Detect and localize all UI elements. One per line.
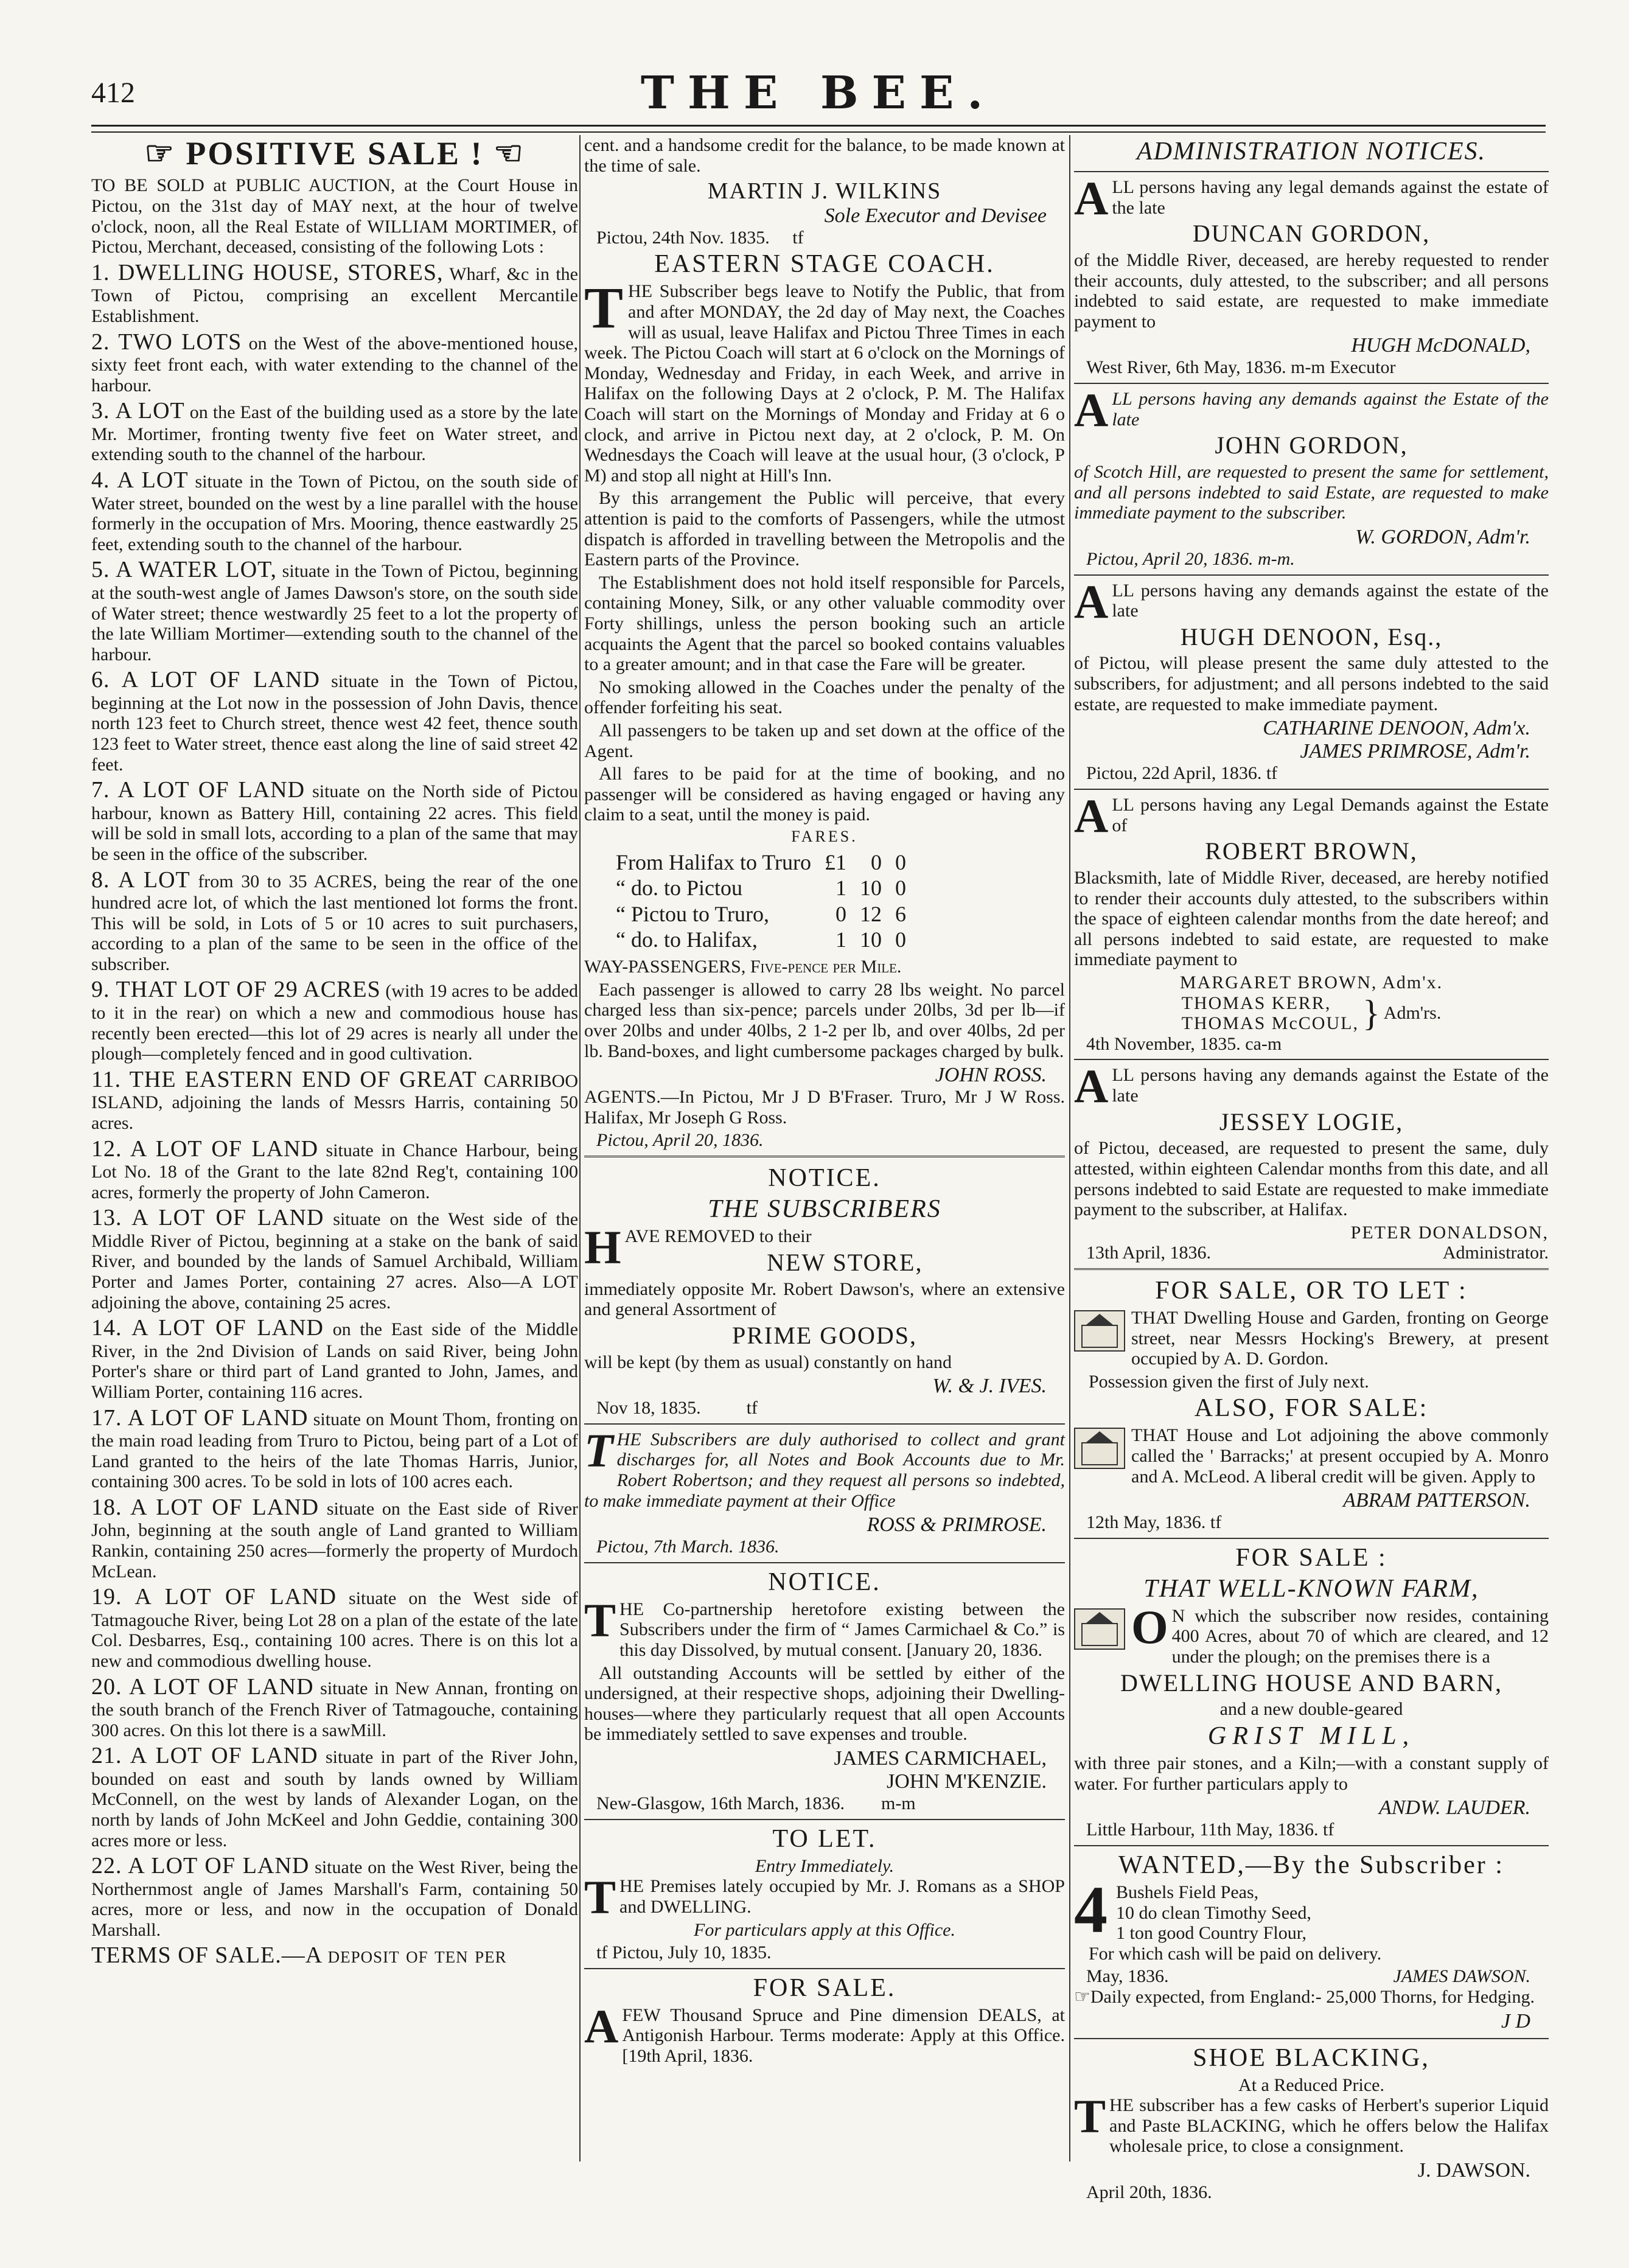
pointing-hand-icon: ☞: [144, 135, 176, 172]
deceased-name: JESSEY LOGIE,: [1219, 1108, 1404, 1136]
notice-heading: NOTICE.: [768, 1164, 881, 1193]
stage-coach-paragraph: By this arrangement the Public will perceive, that every attention is paid to the comforts of Passengers, while the utmost dispatch is afforded in travelling between the Metropolis and the Eastern parts of the Province.: [584, 488, 1065, 570]
lot-item: 19. A LOT OF LAND situate on the West side of Tatmagouche River, being Lot 28 on a plan of the estate of the late Col. Desbarres, Esq., containing 100 acres. There is on this lot a new and commodious dwelling house.: [91, 1584, 579, 1671]
admin-date: 4th November, 1835. ca-m: [1086, 1033, 1282, 1054]
divider: [1074, 1845, 1549, 1846]
house-woodcut-icon: [1074, 1310, 1125, 1352]
mckenzie-signature: JOHN M'KENZIE.: [887, 1770, 1047, 1793]
stage-coach-paragraph: All fares to be paid for at the time of booking, and no passenger will be considered as having engaged or having any claim to a seat, until the money is paid.: [584, 764, 1065, 825]
to-let-notice: THE Premises lately occupied by Mr. J. Romans as a SHOP and DWELLING.: [584, 1871, 1065, 1924]
to-let-text: For particulars apply at this Office.: [694, 1919, 955, 1940]
admin-notice: ALL persons having any legal demands against the estate of the late: [1074, 172, 1549, 225]
divider: [1074, 383, 1549, 384]
lot-item: 3. A LOT on the East of the building used as a store by the late Mr. Mortimer, fronting twenty five feet on Water street, and extending south to the channel of the harbour.: [91, 398, 578, 465]
lot-item: 21. A LOT OF LAND situate in part of the River John, bounded on east and south by lands owned by William McConnell, on the west by lands of Alexander Logan, on the north by lands of John McKeel and John Geddie, containing 300 acres more or less.: [91, 1743, 579, 1851]
lot-item: 8. A LOT from 30 to 35 ACRES, being the rear of the one hundred acre lot, of which the last mentioned lot forms the front. This will be sold, in Lots of 5 or 10 acres to suit purchasers, according to a plan of the same to be seen in the office of the subscriber.: [91, 867, 578, 974]
stage-coach-paragraph: The Establishment does not hold itself responsible for Parcels, containing Money, Silk, or any other valuable commodity over Forty shillings, unless the person booking such an article acquaints the Agent that the parcel so booked contains valuables to a greater amount; and in that case the Fare will be greater.: [584, 572, 1065, 675]
fare-row: “ do. to Halifax, 1 10 0: [616, 927, 907, 952]
stage-coach-paragraph: All passengers to be taken up and set down at the office of the Agent.: [584, 720, 1065, 761]
lauder-signature: ANDW. LAUDER.: [1378, 1796, 1530, 1820]
terms-of-sale: TERMS OF SALE.—A deposit of ten per: [91, 1942, 507, 1969]
lot-item: 13. A LOT OF LAND situate on the West side of the Middle River of Pictou, beginning at a stake on the bank of said River, and bounded by the lands of Samuel Archibald, William Porter and James Porter, containing 27 acres. Also—A LOT adjoining the above, containing 25 acres.: [91, 1205, 579, 1313]
shoe-blacking-text: THE subscriber has a few casks of Herbert's superior Liquid and Paste BLACKING, which he offers below the Halifax wholesale price, to close a consignment.: [1074, 2090, 1549, 2157]
divider: [584, 1562, 1065, 1563]
farm-subheading: THAT WELL-KNOWN FARM,: [1143, 1574, 1479, 1603]
admin-notice: ALL persons having any demands against the estate of the late: [1074, 574, 1549, 628]
wanted-text: For which cash will be paid on delivery.: [1089, 1943, 1382, 1964]
lot-item: 22. A LOT OF LAND situate on the West River, being the Northernmost angle of James Marshall's Farm, containing 50 acres, more or less, and now in the occupation of Donald Marshall.: [91, 1853, 578, 1940]
wanted-initials: J D: [1501, 2009, 1530, 2032]
ross-signature: JOHN ROSS.: [935, 1064, 1047, 1087]
lauder-date: Little Harbour, 11th May, 1836. tf: [1086, 1820, 1334, 1840]
fare-row: “ do. to Pictou 1 10 0: [616, 876, 907, 901]
subscribers-heading: THE SUBSCRIBERS: [708, 1195, 941, 1224]
fare-row: “ Pictou to Truro, 0 12 6: [616, 901, 907, 926]
deceased-name: DUNCAN GORDON,: [1192, 220, 1431, 248]
also-for-sale-text: THAT House and Lot adjoining the above commonly called the ' Barracks;' at present occupied by A. Monro and A. McLeod. A liberal credit will be given. Apply to: [1074, 1425, 1549, 1487]
lot-item: 14. A LOT OF LAND on the East side of the Middle River, in the 2nd Division of Lands on said River, being John Porter's share or third part of Land granted to John, James, and William Porter, containing 116 acres.: [91, 1315, 579, 1402]
for-sale-or-let-heading: FOR SALE, OR TO LET :: [1155, 1276, 1468, 1305]
column-3: [1074, 135, 1549, 2203]
admin-signature: THOMAS McCOUL,: [1181, 1013, 1359, 1034]
fares-heading: FARES.: [791, 827, 858, 845]
notice-heading: NOTICE.: [768, 1568, 881, 1596]
baggage-rules: Each passenger is allowed to carry 28 lbs weight. No parcel charged less than six-pence; parcels under 20lbs, 3d per lb—if over 20lbs and under 40lbs, 2 1-2 per lb, and over 40lbs, 2d per lb. Band-boxes, and light cumbersome packages charged by bulk.: [584, 979, 1065, 1061]
stage-date: Pictou, April 20, 1836.: [596, 1130, 764, 1151]
wanted-heading: WANTED,—By the Subscriber :: [1118, 1851, 1504, 1879]
admin-date: Pictou, 22d April, 1836. tf: [1086, 763, 1278, 784]
farm-woodcut-icon: [1074, 1608, 1125, 1650]
page-header: [91, 67, 1546, 128]
lot-item: 17. A LOT OF LAND situate on Mount Thom, fronting on the main road leading from Truro to Pictou, being part of a Lot of Land granted to the heirs of the late Thomas Harris, Junior, containing 300 acres. To be sold in lots of 100 acres each.: [91, 1404, 579, 1492]
ross-primrose-date: Pictou, 7th March. 1836.: [596, 1537, 780, 1557]
admin-notice: ALL persons having any demands against the Estate of the late: [1074, 383, 1549, 437]
divider: [1074, 789, 1549, 790]
admin-signature: MARGARET BROWN, Adm'x.: [1179, 972, 1443, 993]
prime-goods: PRIME GOODS,: [731, 1321, 918, 1349]
page-number: 412: [91, 77, 135, 109]
admin-notice-text: of Pictou, will please present the same duly attested to the subscribers, for adjustment; and all persons indebted to the said estate, are requested to make immediate payment.: [1074, 653, 1549, 714]
lot-item: 9. THAT LOT OF 29 ACRES (with 19 acres to be added to it in the rear) on which a new and commodious house has recently been erected—this lot of 29 acres is nearly all under the plough—completely fenced and in good cultivation.: [91, 977, 579, 1064]
new-store: NEW STORE,: [767, 1248, 923, 1276]
admin-notice-text: of Scotch Hill, are requested to present the same for settlement, and all persons indebted to said Estate, are requested to make immediate payment to the subscriber.: [1074, 462, 1549, 523]
ives-signature: W. & J. IVES.: [932, 1375, 1047, 1398]
stage-coach-notice: THE Subscriber begs leave to Notify the Public, that from and after MONDAY, the 2d day of May next, the Coaches will as usual, leave Halifax and Pictou Three Times in each week. The Pictou Coach will start at 6 o'clock on the Mornings of Monday, Wednesday and Friday, in each Week, and arrive in Halifax on the following Days at 2 o'clock, P. M. The Halifax Coach will start on the Mornings of Monday and Friday at 6 o clock, and arrive in Pictou next day, at 2 o'clock, P. M. On Wednesdays the Coach will leave at the usual hour, (3 o'clock, P M) and stop all night at Hill's Inn.: [584, 275, 1065, 486]
wilkins-role: Sole Executor and Devisee: [824, 204, 1047, 227]
deceased-name: HUGH DENOON, Esq.,: [1180, 623, 1443, 651]
auction-intro: TO BE SOLD at PUBLIC AUCTION, at the Court House in Pictou, on the 31st day of MAY next, at the hour of twelve o'clock, noon, all the Real Estate of WILLIAM MORTIMER, of Pictou, Merchant, deceased, consisting of the following Lots :: [91, 175, 578, 257]
also-for-sale-heading: ALSO, FOR SALE:: [1194, 1394, 1429, 1423]
column-divider: [1069, 135, 1070, 2162]
copartnership-date: New-Glasgow, 16th March, 1836. m-m: [596, 1793, 916, 1814]
divider: [584, 1819, 1065, 1820]
admin-date: West River, 6th May, 1836. m-m Executor: [1086, 357, 1396, 378]
lot-item: 11. THE EASTERN END OF GREAT CARRIBOO ISLAND, adjoining the lands of Messrs Harris, containing 50 acres.: [91, 1066, 578, 1133]
wanted-item: 10 do clean Timothy Seed,: [1116, 1902, 1311, 1923]
new-store-notice: HAVE REMOVED to their: [584, 1221, 812, 1274]
admin-date: 13th April, 1836. Administrator.: [1086, 1243, 1549, 1263]
admin-notice: ALL persons having any demands against the Estate of the late: [1074, 1059, 1549, 1113]
lot-item: 18. A LOT OF LAND situate on the East side of River John, beginning at the south angle of Land granted to William Rankin, containing 250 acres—formerly the property of Murdoch McLean.: [91, 1494, 579, 1582]
lot-item: 2. TWO LOTS on the West of the above-mentioned house, sixty feet front each, with water extending to the channel of the harbour.: [91, 329, 579, 396]
lot-item: 20. A LOT OF LAND situate in New Annan, fronting on the south branch of the French River of Tatmagouche, containing 300 acres. On this lot there is a sawMill.: [91, 1673, 578, 1740]
admin-signature: W. GORDON, Adm'r.: [1355, 525, 1530, 548]
dwelling-house-and-barn: DWELLING HOUSE AND BARN,: [1120, 1669, 1502, 1697]
lot-list: [91, 260, 578, 1941]
admin-notice: ALL persons having any Legal Demands against the Estate of: [1074, 789, 1549, 843]
admin-role: Adm'rs.: [1383, 1003, 1442, 1024]
header-rule: [91, 125, 1546, 133]
grist-mill: GRIST MILL,: [1207, 1722, 1415, 1751]
possession-text: Possession given the first of July next.: [1089, 1371, 1369, 1392]
admin-notice-text: of the Middle River, deceased, are hereby requested to render their accounts, duly attested, to the subscriber; and all persons indebted to said estate, are requested to make immediate payment to: [1074, 250, 1549, 332]
admin-signature-group: [1074, 993, 1549, 1034]
stage-coach-heading: EASTERN STAGE COACH.: [654, 250, 995, 279]
for-sale-notice: AFEW Thousand Spruce and Pine dimension DEALS, at Antigonish Harbour. Terms moderate: Apply at this Office. [19th April, 1836.: [584, 1999, 1065, 2066]
masthead: THE BEE.: [640, 67, 997, 119]
administration-notices-heading: ADMINISTRATION NOTICES.: [1136, 138, 1487, 166]
farm-text: O N which the subscriber now resides, containing 400 Acres, about 70 of which are cleared, and 12 under the plough; on the premises there is a: [1074, 1606, 1549, 1667]
ives-date: Nov 18, 1835. tf: [596, 1398, 758, 1418]
farm-line: and a new double-geared: [1219, 1699, 1403, 1720]
lot-item: 5. A WATER LOT, situate in the Town of Pictou, beginning at the south-west angle of James Dawson's store, on the south side of Water street; thence westwardly 25 feet to a lot the property of the late William Mortimer—extending south to the channel of the harbour.: [91, 557, 578, 665]
admin-signature: HUGH McDONALD,: [1351, 334, 1530, 357]
divider: [1074, 1538, 1549, 1539]
to-let-subheading: Entry Immediately.: [755, 1855, 895, 1876]
copartnership-notice: THE Co-partnership heretofore existing between the Subscribers under the firm of “ James Carmichael & Co.” is this day Dissolved, by mutual consent. [January 20, 1836.: [584, 1593, 1065, 1661]
pointing-hand-icon: ☜: [494, 135, 525, 172]
divider: [1074, 2038, 1549, 2039]
wanted-date: May, 1836. JAMES DAWSON.: [1086, 1966, 1530, 1987]
divider: [1074, 1268, 1549, 1272]
carmichael-signature: JAMES CARMICHAEL,: [834, 1747, 1047, 1770]
wanted-item: 1 ton good Country Flour,: [1116, 1923, 1306, 1944]
admin-notice-text: Blacksmith, late of Middle River, deceased, are hereby notified to render their accounts duly attested, to the subscribers within the space of eighteen calendar months from the date hereof; and all persons indebted to said estate, are requested to make immediate payment to: [1074, 868, 1549, 970]
brace-icon: }: [1362, 993, 1380, 1033]
lot-item: 4. A LOT situate in the Town of Pictou, on the south side of Water street, bounded on the west by a line parallel with the house formerly in the occupation of Mrs. Mooring, thence eastwardly 25 feet, extending south to the channel of the harbour.: [91, 467, 578, 554]
wanted-item: Bushels Field Peas,: [1116, 1882, 1259, 1902]
admin-signature: THOMAS KERR,: [1181, 993, 1331, 1013]
new-store-text: will be kept (by them as usual) constantly on hand: [584, 1352, 952, 1372]
patterson-signature: ABRAM PATTERSON.: [1343, 1489, 1530, 1512]
column-1: [91, 135, 578, 2168]
for-sale-or-let-text: THAT Dwelling House and Garden, fronting on George street, near Messrs Hocking's Brewery, at present occupied by A. D. Gordon.: [1074, 1308, 1549, 1369]
wilkins-date: Pictou, 24th Nov. 1835. tf: [596, 227, 804, 248]
lot-item: 6. A LOT OF LAND situate in the Town of Pictou, beginning at the Lot now in the possession of John Davis, thence north 123 feet to Church street, thence west 42 feet, thence south 123 feet to Water street, thence east along the line of said street 42 feet.: [91, 667, 579, 775]
admin-signature: CATHARINE DENOON, Adm'x.: [1263, 717, 1530, 740]
copartnership-text: All outstanding Accounts will be settled by either of the undersigned, at their respective shops, adjoining their Dwelling-houses—where they particularly request that all open Accounts be immediately settled to save expenses and trouble.: [584, 1663, 1065, 1745]
lot-item: 1. DWELLING HOUSE, STORES, Wharf, &c in the Town of Pictou, comprising an excellent Mercantile Establishment.: [91, 259, 578, 326]
wanted-note: ☞Daily expected, from England:- 25,000 Thorns, for Hedging.: [1074, 1986, 1535, 2007]
patterson-date: 12th May, 1836. tf: [1086, 1512, 1222, 1533]
ross-primrose-signature: ROSS & PRIMROSE.: [867, 1513, 1047, 1537]
admin-signature: PETER DONALDSON,: [1350, 1222, 1549, 1243]
deceased-name: ROBERT BROWN,: [1205, 837, 1418, 865]
shoe-blacking-heading: SHOE BLACKING,: [1193, 2043, 1430, 2072]
admin-signature: JAMES PRIMROSE, Adm'r.: [1300, 740, 1530, 763]
shoe-blacking-subheading: At a Reduced Price.: [1238, 2074, 1384, 2095]
divider: [1074, 171, 1549, 172]
positive-sale-headline: ☞ POSITIVE SALE ! ☜: [144, 135, 525, 172]
way-passengers: WAY-PASSENGERS, Five-pence per Mile.: [584, 957, 902, 977]
divider: [584, 1156, 1065, 1159]
fare-row: From Halifax to Truro £1 0 0: [616, 850, 907, 874]
lot-item: 12. A LOT OF LAND situate in Chance Harbour, being Lot No. 18 of the Grant to the late 82nd Reg't, containing 100 acres, formerly the property of John Cameron.: [91, 1136, 579, 1202]
admin-notice-text: of Pictou, deceased, are requested to present the same, duly attested, within eighteen Calendar months from this date, and all persons indebted to said Estate are requested to make immediate payment to the subscriber, at Halifax.: [1074, 1138, 1549, 1220]
house-woodcut-icon: [1074, 1428, 1125, 1469]
to-let-heading: TO LET.: [772, 1824, 877, 1853]
column-2: [584, 135, 1065, 2168]
ross-primrose-notice: THE Subscribers are duly authorised to collect and grant discharges for, all Notes and Book Accounts due to Mr. Robert Robertson; and they request all persons so indebted, to make immediate payment at their Office: [584, 1423, 1065, 1511]
deceased-name: JOHN GORDON,: [1215, 431, 1408, 459]
column-divider: [579, 135, 581, 2162]
wilkins-signature: MARTIN J. WILKINS: [707, 178, 942, 204]
new-store-text: immediately opposite Mr. Robert Dawson's, where an extensive and general Assortment of: [584, 1279, 1065, 1320]
dawson-signature: J. DAWSON.: [1417, 2158, 1530, 2182]
divider: [584, 1968, 1065, 1969]
admin-date: Pictou, April 20, 1836. m-m.: [1086, 548, 1295, 569]
stage-coach-paragraph: No smoking allowed in the Coaches under the penalty of the offender forfeiting his seat.: [584, 677, 1065, 718]
for-sale-heading: FOR SALE.: [753, 1973, 896, 2002]
farm-for-sale-heading: FOR SALE :: [1235, 1543, 1387, 1572]
divider: [1074, 574, 1549, 576]
shoe-blacking-date: April 20th, 1836.: [1086, 2182, 1212, 2203]
divider: [1074, 1059, 1549, 1060]
fares-table: [609, 849, 913, 953]
lot-item: 7. A LOT OF LAND situate on the North side of Pictou harbour, known as Battery Hill, containing 22 acres. This field will be sold in small lots, according to a plan of the same that may be seen in the office of the subscriber.: [91, 777, 579, 864]
divider: [584, 1423, 1065, 1425]
to-let-date: tf Pictou, July 10, 1835.: [596, 1942, 772, 1963]
wanted-list: 4 Bushels Field Peas, 10 do clean Timothy Seed, 1 ton good Country Flour,: [1074, 1882, 1549, 1944]
sale-continuation: cent. and a handsome credit for the balance, to be made known at the time of sale.: [584, 135, 1065, 176]
farm-text: with three pair stones, and a Kiln;—with a constant supply of water. For further particulars apply to: [1074, 1753, 1549, 1794]
agents: AGENTS.—In Pictou, Mr J D B'Fraser. Truro, Mr J W Ross. Halifax, Mr Joseph G Ross.: [584, 1087, 1065, 1128]
